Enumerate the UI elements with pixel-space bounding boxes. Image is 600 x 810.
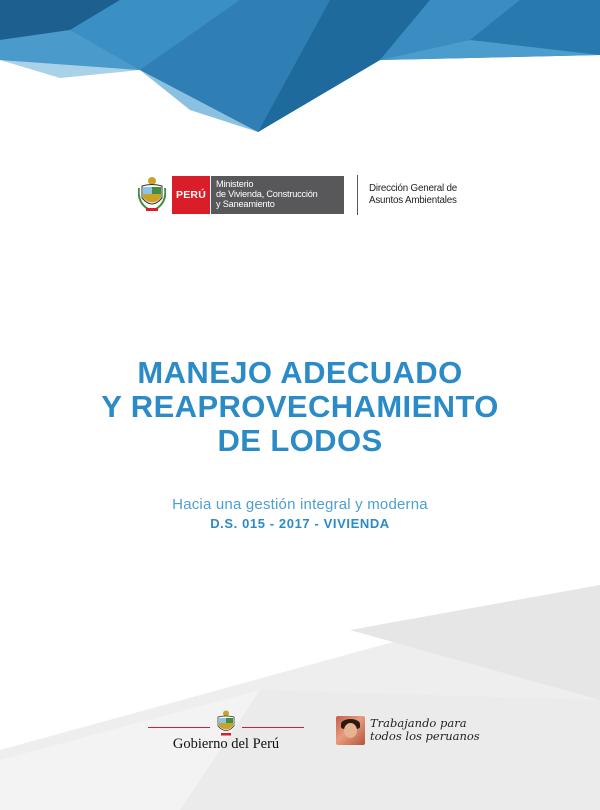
divider-line xyxy=(148,727,210,728)
slogan-photo xyxy=(336,716,365,745)
government-label: Gobierno del Perú xyxy=(172,736,280,752)
government-logo xyxy=(148,708,304,756)
slogan-line: todos los peruanos xyxy=(370,729,480,743)
directorate-line: Dirección General de xyxy=(369,183,458,194)
header-logo-block xyxy=(138,172,468,218)
directorate-line: Asuntos Ambientales xyxy=(369,195,457,206)
coat-of-arms-icon xyxy=(215,710,237,736)
peru-label: PERÚ xyxy=(172,176,210,214)
slogan-text xyxy=(370,717,480,743)
slogan-logo xyxy=(336,716,480,748)
ministry-line: Ministerio xyxy=(216,179,254,189)
directorate-name xyxy=(369,183,457,207)
document-title xyxy=(0,356,600,458)
coat-of-arms-icon xyxy=(138,176,166,212)
slogan-line: Trabajando para xyxy=(370,716,467,730)
ministry-line: de Vivienda, Construcción xyxy=(216,188,318,199)
ministry-name xyxy=(211,176,344,214)
title-line: Y REAPROVECHAMIENTO xyxy=(101,389,499,424)
divider-line xyxy=(242,727,304,728)
decree-reference: D.S. 015 - 2017 - VIVIENDA xyxy=(210,516,390,531)
title-line: DE LODOS xyxy=(217,423,383,458)
header-divider xyxy=(357,175,358,215)
title-line: MANEJO ADECUADO xyxy=(137,355,463,390)
document-subtitle: Hacia una gestión integral y moderna xyxy=(172,496,428,513)
ministry-line: y Saneamiento xyxy=(216,198,275,209)
